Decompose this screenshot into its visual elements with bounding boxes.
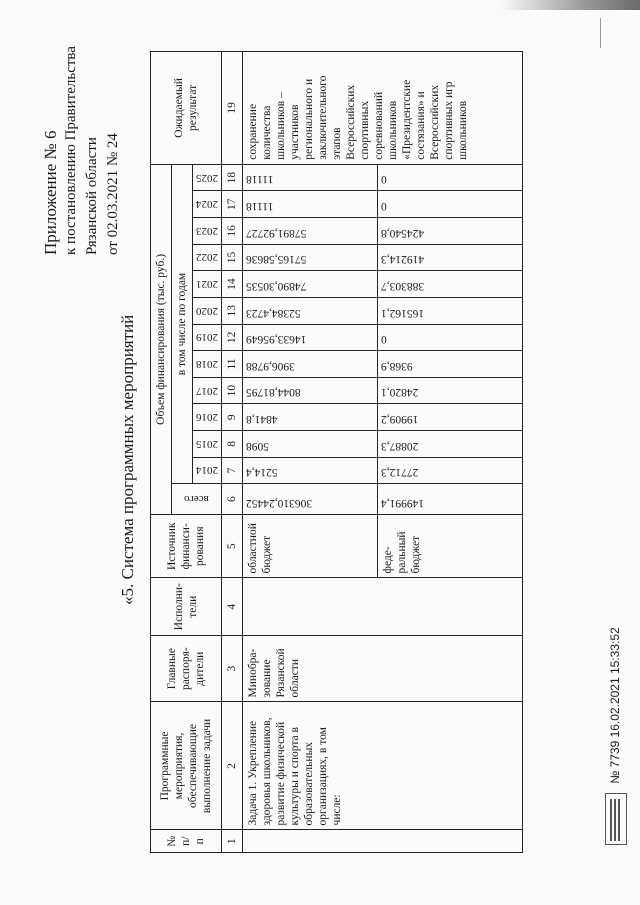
header-year: 2023 [193, 218, 222, 245]
col-number: 18 [222, 164, 243, 191]
header-year: 2018 [193, 351, 222, 378]
col-number: 8 [222, 431, 243, 458]
col-number: 5 [222, 515, 243, 579]
header-year: 2022 [193, 244, 222, 271]
funding-year-value: 20887,3 [378, 431, 523, 458]
funding-year-value: 165162,1 [378, 297, 523, 324]
header-activity: Программные мероприятия, обеспечивающие выполнение задачи [151, 702, 222, 830]
funding-year-value: 4841,8 [243, 404, 378, 431]
measures-table [150, 51, 523, 853]
col-number: 6 [222, 484, 243, 515]
funding-source: областной бюджет [243, 515, 378, 579]
barcode-stamp-icon [605, 793, 627, 845]
funding-year-value: 0 [378, 191, 523, 218]
col-number: 3 [222, 635, 243, 702]
table-row [243, 52, 378, 853]
annex-number: Приложение № 6 [41, 130, 60, 255]
col-number: 15 [222, 244, 243, 271]
registration-number: № 7739 16.02.2021 15:33:52 [608, 627, 623, 784]
funding-year-value: 11118 [243, 191, 378, 218]
funding-year-value: 0 [378, 164, 523, 191]
header-year: 2021 [193, 271, 222, 298]
funding-year-value: 424540,8 [378, 218, 523, 245]
header-volume: Объем финансирования (тыс. руб.) [151, 164, 172, 514]
header-year: 2017 [193, 377, 222, 404]
funding-year-value: 19909,2 [378, 404, 523, 431]
col-number: 9 [222, 404, 243, 431]
col-number: 4 [222, 578, 243, 635]
funding-year-value: 3906,9788 [243, 351, 378, 378]
header-total: всего [172, 484, 222, 515]
annex-line-3: Рязанской области [84, 137, 100, 255]
col-number: 2 [222, 702, 243, 830]
funding-year-value: 5098 [243, 431, 378, 458]
funding-total: 306310,24452 [243, 484, 378, 515]
header-year: 2020 [193, 297, 222, 324]
funding-year-value: 57165,58636 [243, 244, 378, 271]
header-year: 2014 [193, 457, 222, 484]
funding-year-value: 0 [378, 324, 523, 351]
header-result: Ожидаемый результат [151, 52, 222, 165]
header-year: 2019 [193, 324, 222, 351]
col-number: 1 [222, 830, 243, 853]
col-number: 14 [222, 271, 243, 298]
col-number: 17 [222, 191, 243, 218]
header-including: в том числе по годам [172, 164, 193, 484]
funding-year-value: 5214,4 [243, 457, 378, 484]
funding-year-value: 52384,4723 [243, 297, 378, 324]
funding-total: 149991,4 [378, 484, 523, 515]
funding-year-value: 388303,7 [378, 271, 523, 298]
col-number: 10 [222, 377, 243, 404]
result-cell: сохранение количества школьников – участников регионального и заключительного этапов Всероссийских спортивных соревнований школьников «Президентские состязания» и Всероссийских спортивных игр школьников [243, 52, 523, 165]
section-title: «5. Система программных мероприятий [118, 314, 137, 605]
column-number-row [222, 52, 243, 853]
annex-date: от 02.03.2021 № 24 [105, 133, 121, 255]
col-number: 19 [222, 52, 243, 165]
funding-year-value: 11118 [243, 164, 378, 191]
activity-cell: Задача 1. Укрепление здоровья школьников, развитие физической культуры и спорта в образовательных организациях, в том числе: [243, 702, 523, 830]
funding-year-value: 57891,92727 [243, 218, 378, 245]
header-managers: Главные распоря-дители [151, 635, 222, 702]
col-number: 16 [222, 218, 243, 245]
annex-block [40, 15, 124, 255]
col-number: 12 [222, 324, 243, 351]
col-number: 13 [222, 297, 243, 324]
annex-line-2: к постановлению Правительства [63, 46, 79, 255]
header-year: 2024 [193, 191, 222, 218]
funding-year-value: 74890,30535 [243, 271, 378, 298]
manager-cell: Минобра-зование Рязанской области [243, 635, 523, 702]
header-year: 2016 [193, 404, 222, 431]
funding-year-value: 14633,95649 [243, 324, 378, 351]
col-number: 11 [222, 351, 243, 378]
header-year: 2015 [193, 431, 222, 458]
header-executors: Исполни-тели [151, 578, 222, 635]
header-year: 2025 [193, 164, 222, 191]
funding-source: феде-ральный бюджет [378, 515, 523, 579]
executor-cell [243, 578, 523, 635]
header-no: № п/п [151, 830, 222, 853]
funding-year-value: 419214,3 [378, 244, 523, 271]
registration-footer [605, 627, 627, 845]
col-number: 7 [222, 457, 243, 484]
funding-year-value: 9368,9 [378, 351, 523, 378]
row-number-cell [243, 830, 523, 853]
header-source: Источник финанси-рования [151, 515, 222, 579]
funding-year-value: 8044,81795 [243, 377, 378, 404]
funding-year-value: 24820,1 [378, 377, 523, 404]
funding-year-value: 27712,3 [378, 457, 523, 484]
